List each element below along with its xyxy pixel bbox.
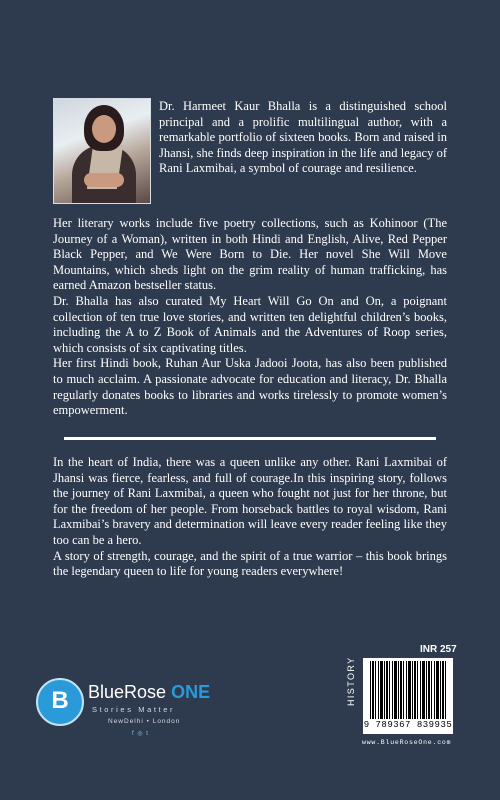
bio-paragraph: Her first Hindi book, Ruhan Aur Uska Jadooi Joota, has also been published to much acclaim. A passionate advocate for education and literacy, Dr. Bhalla regularly donates books to libraries and works tirelessly to promote women’s empowerment.	[53, 356, 447, 418]
price-label: INR 257	[420, 644, 457, 655]
isbn-number: 9 789367 839935	[363, 720, 453, 730]
publisher-logo	[36, 674, 216, 754]
barcode-bars	[370, 661, 446, 719]
section-divider	[64, 437, 436, 440]
publisher-website: www.BlueRoseOne.com	[362, 739, 452, 746]
blurb-story: In the heart of India, there was a queen unlike any other. Rani Laxmibai of Jhansi was fierce, fearless, and full of courage.In this inspiring story, follows the journey of Rani Laxmibai, a queen who fought not just for her throne, but for the freedom of her people. From horseback battles to royal wisdom, Rani Laxmibai’s bravery and determination will leave every reader feeling like they too can be a hero.	[53, 455, 447, 547]
publisher-tagline: Stories Matter	[92, 705, 176, 714]
publisher-name: BlueRose ONE	[88, 682, 211, 702]
publisher-cities: NewDelhi • London	[108, 718, 181, 725]
isbn-barcode	[363, 658, 453, 734]
author-photo	[53, 98, 151, 204]
author-bio-body	[53, 216, 447, 419]
author-bio-intro: Dr. Harmeet Kaur Bhalla is a distinguished school principal and a prolific multilingual author, with a remarkable portfolio of sixteen books. Born and raised in Jhansi, she finds deep inspiration in the life and legacy of Rani Laxmibai, a symbol of courage and resilience.	[159, 99, 447, 176]
social-icons: f ◎ t	[132, 731, 149, 737]
bluerose-logo-icon: B	[36, 678, 84, 726]
bio-paragraph: Her literary works include five poetry collections, such as Kohinoor (The Journey of a Woman), written in both Hindi and English, Alive, Red Pepper Black Pepper, and We Were Born to Die. Her novel She Will Move Mountains, which sheds light on the grim reality of human trafficking, has earned Amazon bestseller status.	[53, 216, 447, 293]
bio-paragraph: Dr. Bhalla has also curated My Heart Will Go On and On, a poignant collection of ten true love stories, and written ten delightful children’s books, including the A to Z Book of Animals and the Adventures of Roop series, which consists of six captivating titles.	[53, 293, 447, 355]
book-blurb	[53, 455, 447, 580]
blurb-closing: A story of strength, courage, and the spirit of a true warrior – this book brings the legendary queen to life for young readers everywhere!	[53, 548, 447, 579]
genre-label: HISTORY	[346, 656, 356, 706]
